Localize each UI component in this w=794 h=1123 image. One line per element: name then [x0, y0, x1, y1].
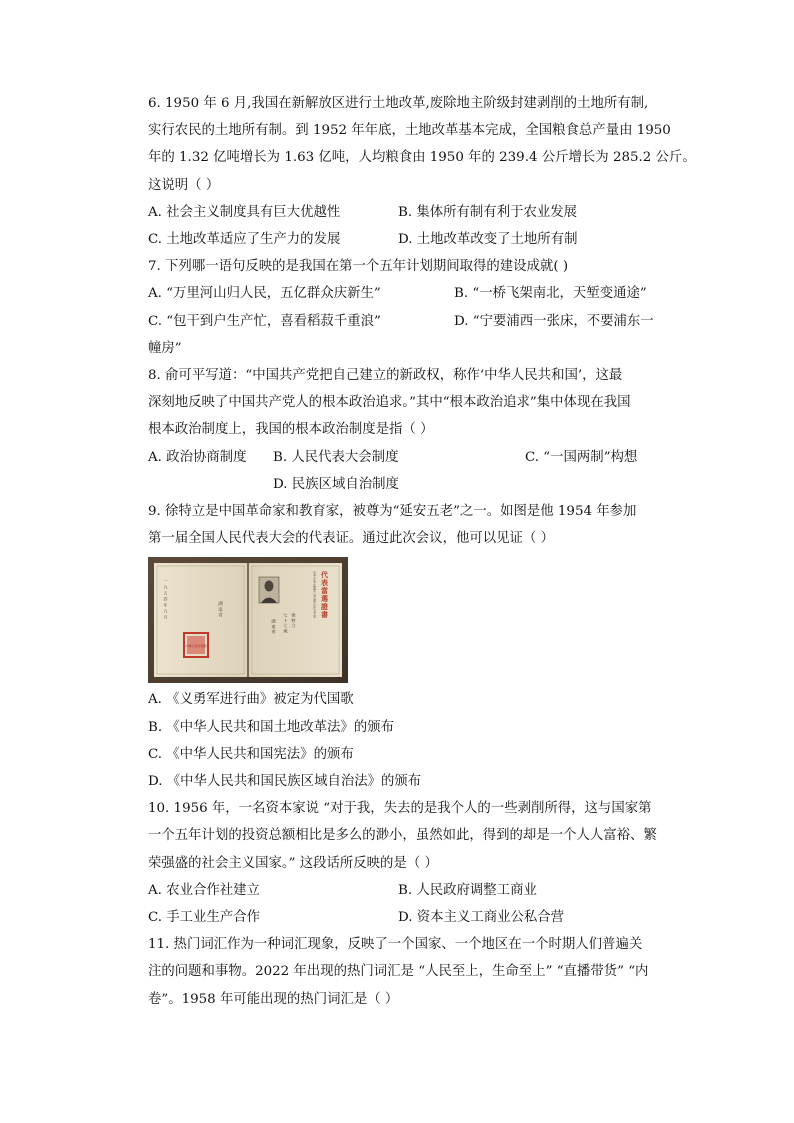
question-7-option-d-continuation: 幢房”: [148, 340, 182, 356]
question-11-line-1: 11. 热门词汇作为一种词汇现象，反映了一个国家、一个地区在一个时期人们普遍关: [148, 937, 643, 953]
question-6-options-row-2: [148, 226, 678, 253]
question-7-option-b: B. “一桥飞架南北，天堑变通途”: [454, 286, 647, 302]
delegate-certificate-image: [148, 557, 348, 683]
question-9-option-d: D. 《中华人民共和国民族区域自治法》的颁布: [148, 773, 422, 789]
svg-text:中華人民共和國第一屆全國人民代表大會: 中華人民共和國第一屆全國人民代表大會: [312, 571, 316, 619]
question-9-line-2: 第一届全国人民代表大会的代表证。通过此次会议，他可以见证（ ）: [148, 531, 554, 547]
question-10-option-a: A. 农业合作社建立: [148, 882, 260, 898]
question-10-options-row-1: [148, 877, 678, 904]
question-6-line-3: 年的 1.32 亿吨增长为 1.63 亿吨，人均粮食由 1950 年的 239.4 公斤增长为 285.2 公斤。: [148, 150, 696, 166]
question-10-option-d: D. 资本主义工商业公私合营: [398, 909, 565, 925]
question-7-option-a: A. “万里河山归人民，五亿群众庆新生”: [148, 286, 381, 302]
question-8-options-row-2: [148, 471, 678, 498]
question-9-option-c: C. 《中华人民共和国宪法》的颁布: [148, 746, 354, 762]
question-6-option-a: A. 社会主义制度具有巨大优越性: [148, 204, 341, 220]
svg-text:徐特立: 徐特立: [291, 613, 297, 629]
question-6-line-4: 这说明（ ）: [148, 177, 220, 193]
exam-page: [148, 90, 696, 1013]
certificate-title: 代表當選證書: [320, 571, 330, 620]
certificate-illustration: [148, 557, 348, 683]
question-6-options-row-1: [148, 199, 678, 226]
question-11-line-2: 注的问题和事物。2022 年出现的热门词汇是 “人民至上，生命至上” “直播带货” “内: [148, 964, 649, 980]
question-9-option-b: B. 《中华人民共和国土地改革法》的颁布: [148, 719, 394, 735]
question-10-line-2: 一个五年计划的投资总额相比是多么的渺小，虽然如此，得到的却是一个人人富裕、繁: [148, 828, 657, 844]
question-7-option-d: D. “宁要浦西一张床，不要浦东一: [454, 313, 654, 329]
question-8-option-a: A. 政治协商制度: [148, 449, 247, 465]
question-8-option-d: D. 民族区域自治制度: [273, 476, 399, 492]
question-8-option-b: B. 人民代表大会制度: [273, 449, 399, 465]
question-10: [148, 795, 678, 931]
question-10-option-c: C. 手工业生产合作: [148, 909, 261, 925]
svg-text:一九五四年九月: 一九五四年九月: [163, 579, 169, 622]
question-9: [148, 498, 678, 795]
question-7: [148, 253, 678, 362]
question-10-options-row-2: [148, 904, 678, 931]
question-8-line-3: 根本政治制度上，我国的根本政治制度是指（ ）: [148, 422, 434, 438]
svg-text:湖南省: 湖南省: [271, 619, 277, 635]
question-8: [148, 362, 678, 498]
question-6-line-2: 实行农民的土地所有制。到 1952 年年底，土地改革基本完成，全国粮食总产量由 1950: [148, 123, 671, 139]
question-6-option-c: C. 土地改革适应了生产力的发展: [148, 232, 341, 247]
question-8-line-2: 深刻地反映了中国共产党人的根本政治追求。”其中“根本政治追求”集中体现在我国: [148, 395, 631, 411]
question-7-option-c: C. “包干到户生产忙，喜看稻菽千重浪”: [148, 313, 381, 329]
svg-text:中華人民共和國: 中華人民共和國: [185, 644, 207, 649]
question-7-options-row-1: [148, 280, 678, 307]
question-10-option-b: B. 人民政府调整工商业: [398, 882, 537, 898]
question-8-line-1: 8. 俞可平写道：“中国共产党把自己建立的新政权，称作‘中华人民共和国’，这最: [148, 367, 623, 383]
question-9-line-1: 9. 徐特立是中国革命家和教育家，被尊为“延安五老”之一。如图是他 1954 年参加: [148, 503, 637, 519]
question-11: [148, 931, 678, 1013]
question-6: [148, 90, 696, 253]
question-7-line-1: 7. 下列哪一语句反映的是我国在第一个五年计划期间取得的建设成就( ): [148, 259, 569, 275]
question-6-option-b: B. 集体所有制有利于农业发展: [398, 204, 578, 220]
question-6-line-1: 6. 1950 年 6 月,我国在新解放区进行土地改革,废除地主阶级封建剥削的土地所有制,: [148, 96, 649, 111]
question-11-line-3: 卷”。1958 年可能出现的热门词汇是（ ）: [148, 991, 399, 1007]
question-9-option-a: A. 《义勇军进行曲》被定为代国歌: [148, 692, 354, 708]
question-8-option-c: C. “一国两制”构想: [525, 449, 638, 465]
svg-text:湖南省: 湖南省: [217, 601, 223, 620]
question-10-line-1: 10. 1956 年，一名资本家说 “对于我，失去的是我个人的一些剥削所得，这与国家第: [148, 801, 652, 817]
question-8-options-row-1: [148, 444, 678, 471]
question-10-line-3: 荣强盛的社会主义国家。” 这段话所反映的是（ ）: [148, 855, 438, 871]
svg-text:七十七歲: 七十七歲: [283, 613, 289, 635]
question-6-option-d: D. 土地改革改变了土地所有制: [398, 232, 578, 247]
red-seal-stamp: [184, 633, 208, 657]
question-7-options-row-2: [148, 308, 678, 335]
